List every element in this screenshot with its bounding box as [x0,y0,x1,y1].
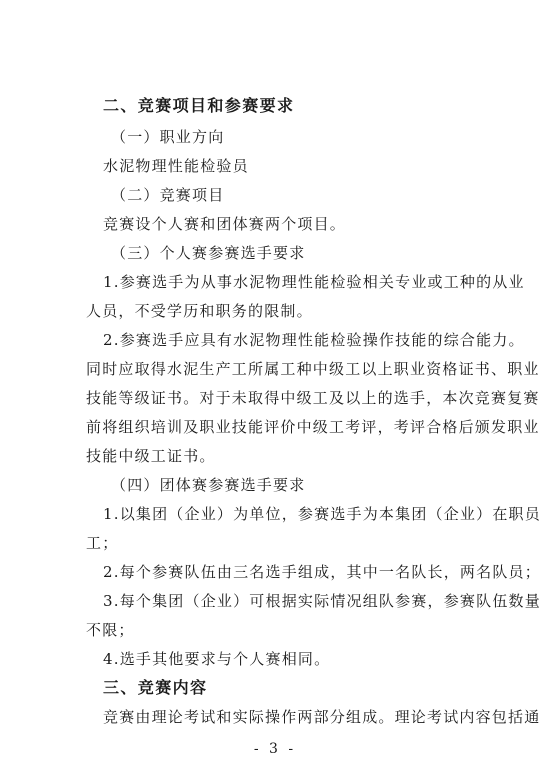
paragraph-team-req-2: 2.每个参赛队伍由三名选手组成，其中一名队长，两名队员； [103,563,541,581]
subsection-title-competition-items: （二）竞赛项目 [111,186,225,204]
paragraph-team-req-1-line-2: 工； [86,534,119,552]
section-heading-competition-items: 二、竞赛项目和参赛要求 [103,96,295,115]
subsection-title-individual-requirements: （三）个人赛参赛选手要求 [111,244,306,262]
paragraph-competition-items: 竞赛设个人赛和团体赛两个项目。 [103,215,347,233]
paragraph-team-req-3-line-1: 3.每个集团（企业）可根据实际情况组队参赛，参赛队伍数量 [103,592,541,610]
paragraph-individual-req-2-line-4: 前将组织培训及职业技能评价中级工考评，考评合格后颁发职业 [86,418,540,436]
paragraph-individual-req-2-line-1: 2.参赛选手应具有水泥物理性能检验操作技能的综合能力。 [103,331,525,349]
section-heading-competition-content: 三、竞赛内容 [103,678,208,697]
paragraph-team-req-4: 4.选手其他要求与个人赛相同。 [103,650,331,668]
paragraph-individual-req-1-line-1: 1.参赛选手为从事水泥物理性能检验相关专业或工种的从业 [103,273,525,291]
paragraph-team-req-1-line-1: 1.以集团（企业）为单位，参赛选手为本集团（企业）在职员 [103,505,541,523]
paragraph-competition-content-line-1: 竞赛由理论考试和实际操作两部分组成。理论考试内容包括通 [103,708,541,726]
paragraph-individual-req-1-line-2: 人员，不受学历和职务的限制。 [86,302,313,320]
page-number: - 3 - [253,741,297,757]
paragraph-individual-req-2-line-3: 技能等级证书。对于未取得中级工及以上的选手，本次竞赛复赛 [86,389,540,407]
paragraph-individual-req-2-line-2: 同时应取得水泥生产工所属工种中级工以上职业资格证书、职业 [86,360,540,378]
paragraph-occupation: 水泥物理性能检验员 [103,157,249,175]
paragraph-individual-req-2-line-5: 技能中级工证书。 [86,447,216,465]
subsection-title-team-requirements: （四）团体赛参赛选手要求 [111,476,306,494]
paragraph-team-req-3-line-2: 不限； [86,621,135,639]
subsection-title-occupation: （一）职业方向 [111,128,225,146]
